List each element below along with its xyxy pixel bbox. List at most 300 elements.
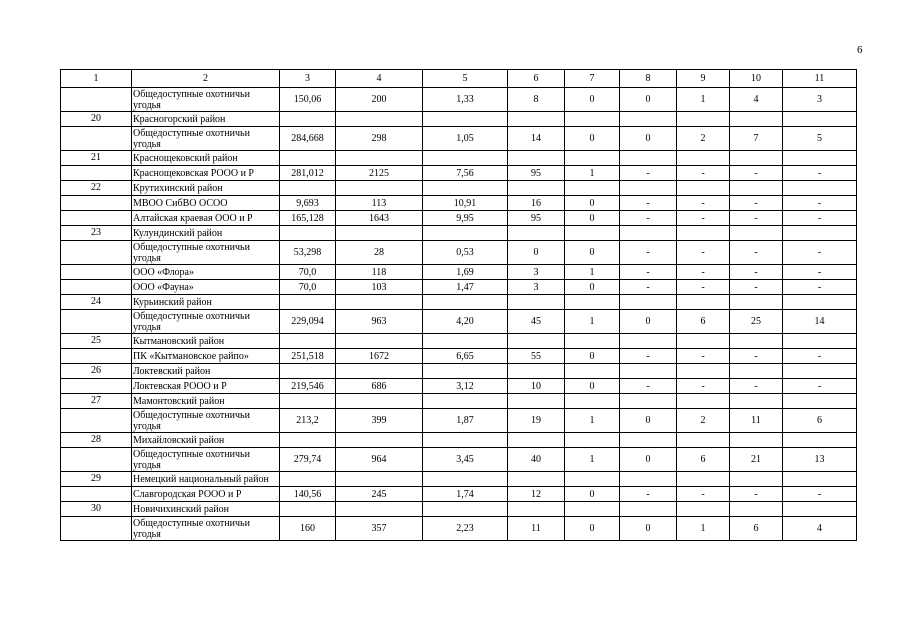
value-cell <box>280 151 336 166</box>
row-number <box>61 379 132 394</box>
value-cell: 3 <box>508 265 565 280</box>
value-cell: 1 <box>565 310 620 334</box>
value-cell <box>336 181 423 196</box>
value-cell: 281,012 <box>280 166 336 181</box>
value-cell <box>565 226 620 241</box>
entity-name: Общедоступные охотничьи угодья <box>132 409 280 433</box>
value-cell: 0 <box>620 448 677 472</box>
row-number: 23 <box>61 226 132 241</box>
value-cell <box>565 181 620 196</box>
value-cell: - <box>620 487 677 502</box>
row-number: 30 <box>61 502 132 517</box>
value-cell: 284,668 <box>280 127 336 151</box>
value-cell <box>730 181 783 196</box>
entity-name: Алтайская краевая ООО и Р <box>132 211 280 226</box>
value-cell: 399 <box>336 409 423 433</box>
value-cell <box>620 295 677 310</box>
value-cell: 279,74 <box>280 448 336 472</box>
value-cell <box>677 433 730 448</box>
value-cell: 6 <box>677 310 730 334</box>
value-cell: 964 <box>336 448 423 472</box>
district-name: Мамонтовский район <box>132 394 280 409</box>
value-cell <box>423 433 508 448</box>
value-cell: 53,298 <box>280 241 336 265</box>
value-cell: - <box>730 487 783 502</box>
value-cell: 70,0 <box>280 265 336 280</box>
value-cell <box>565 472 620 487</box>
table-row <box>61 166 857 181</box>
value-cell <box>620 334 677 349</box>
value-cell: 686 <box>336 379 423 394</box>
value-cell <box>280 433 336 448</box>
value-cell: - <box>620 241 677 265</box>
entity-name: ООО «Фауна» <box>132 280 280 295</box>
value-cell: 1 <box>565 265 620 280</box>
district-name: Краснощековский район <box>132 151 280 166</box>
value-cell: 0 <box>620 310 677 334</box>
entity-name: Общедоступные охотничьи угодья <box>132 517 280 541</box>
district-row <box>61 226 857 241</box>
value-cell <box>730 295 783 310</box>
value-cell: 0 <box>620 127 677 151</box>
district-row <box>61 151 857 166</box>
value-cell: 0 <box>620 88 677 112</box>
row-number <box>61 265 132 280</box>
value-cell: 21 <box>730 448 783 472</box>
table-row <box>61 241 857 265</box>
value-cell <box>423 226 508 241</box>
value-cell <box>508 364 565 379</box>
value-cell <box>565 364 620 379</box>
value-cell <box>620 433 677 448</box>
value-cell: 8 <box>508 88 565 112</box>
value-cell <box>508 181 565 196</box>
value-cell <box>677 181 730 196</box>
value-cell: 28 <box>336 241 423 265</box>
value-cell <box>730 112 783 127</box>
district-name: Немецкий национальный район <box>132 472 280 487</box>
value-cell: 2 <box>677 127 730 151</box>
value-cell <box>280 394 336 409</box>
value-cell <box>280 112 336 127</box>
value-cell: 0 <box>565 349 620 364</box>
value-cell <box>730 226 783 241</box>
entity-name: Общедоступные охотничьи угодья <box>132 310 280 334</box>
value-cell <box>783 151 857 166</box>
value-cell <box>423 334 508 349</box>
value-cell <box>423 295 508 310</box>
value-cell: 6 <box>783 409 857 433</box>
value-cell: 1,47 <box>423 280 508 295</box>
value-cell: 0 <box>565 88 620 112</box>
value-cell: 3 <box>508 280 565 295</box>
value-cell: 0 <box>565 487 620 502</box>
value-cell: 70,0 <box>280 280 336 295</box>
table-row <box>61 487 857 502</box>
table-row <box>61 448 857 472</box>
row-number <box>61 241 132 265</box>
row-number: 28 <box>61 433 132 448</box>
header-cell: 7 <box>565 70 620 88</box>
value-cell <box>783 364 857 379</box>
value-cell: 1,74 <box>423 487 508 502</box>
value-cell <box>508 151 565 166</box>
value-cell: - <box>783 379 857 394</box>
district-row <box>61 472 857 487</box>
value-cell <box>677 295 730 310</box>
value-cell: 25 <box>730 310 783 334</box>
value-cell <box>280 364 336 379</box>
value-cell <box>508 334 565 349</box>
value-cell: 1643 <box>336 211 423 226</box>
value-cell <box>783 226 857 241</box>
value-cell: 11 <box>730 409 783 433</box>
district-name: Михайловский район <box>132 433 280 448</box>
table-row <box>61 280 857 295</box>
entity-name: Краснощековская РООО и Р <box>132 166 280 181</box>
value-cell <box>677 364 730 379</box>
value-cell: 0 <box>565 241 620 265</box>
table-row <box>61 409 857 433</box>
value-cell <box>783 295 857 310</box>
value-cell: 1 <box>565 166 620 181</box>
value-cell: 13 <box>783 448 857 472</box>
value-cell <box>620 151 677 166</box>
value-cell: - <box>730 265 783 280</box>
value-cell: 229,094 <box>280 310 336 334</box>
value-cell <box>336 295 423 310</box>
value-cell <box>423 364 508 379</box>
value-cell <box>677 472 730 487</box>
value-cell <box>508 226 565 241</box>
value-cell <box>677 151 730 166</box>
value-cell: 245 <box>336 487 423 502</box>
value-cell <box>783 472 857 487</box>
value-cell: 6 <box>730 517 783 541</box>
value-cell: 0 <box>565 517 620 541</box>
header-cell: 8 <box>620 70 677 88</box>
row-number: 20 <box>61 112 132 127</box>
value-cell: 3 <box>783 88 857 112</box>
table-row <box>61 88 857 112</box>
district-name: Новичихинский район <box>132 502 280 517</box>
entity-name: ООО «Флора» <box>132 265 280 280</box>
value-cell: 19 <box>508 409 565 433</box>
value-cell: 1 <box>565 409 620 433</box>
header-cell: 11 <box>783 70 857 88</box>
value-cell: - <box>620 211 677 226</box>
header-cell: 10 <box>730 70 783 88</box>
value-cell <box>280 334 336 349</box>
value-cell <box>677 334 730 349</box>
value-cell: - <box>783 487 857 502</box>
row-number: 26 <box>61 364 132 379</box>
district-row <box>61 394 857 409</box>
value-cell: 0 <box>620 409 677 433</box>
value-cell <box>280 472 336 487</box>
value-cell: 0 <box>565 379 620 394</box>
value-cell: - <box>677 265 730 280</box>
value-cell: - <box>730 241 783 265</box>
header-cell: 5 <box>423 70 508 88</box>
value-cell: 9,693 <box>280 196 336 211</box>
value-cell: 298 <box>336 127 423 151</box>
value-cell: - <box>783 349 857 364</box>
value-cell: 11 <box>508 517 565 541</box>
value-cell: 9,95 <box>423 211 508 226</box>
row-number <box>61 196 132 211</box>
value-cell <box>730 364 783 379</box>
value-cell <box>783 334 857 349</box>
value-cell: 1 <box>677 517 730 541</box>
data-table <box>60 69 857 541</box>
value-cell <box>508 472 565 487</box>
district-name: Курьинский район <box>132 295 280 310</box>
value-cell: 7,56 <box>423 166 508 181</box>
value-cell: - <box>677 211 730 226</box>
header-row <box>61 70 857 88</box>
value-cell: 10,91 <box>423 196 508 211</box>
value-cell: 0 <box>620 517 677 541</box>
value-cell <box>280 181 336 196</box>
row-number <box>61 211 132 226</box>
value-cell: 3,45 <box>423 448 508 472</box>
header-cell: 3 <box>280 70 336 88</box>
value-cell <box>508 502 565 517</box>
value-cell: 10 <box>508 379 565 394</box>
value-cell: 1 <box>677 88 730 112</box>
value-cell: 219,546 <box>280 379 336 394</box>
value-cell: 3,12 <box>423 379 508 394</box>
value-cell: 113 <box>336 196 423 211</box>
value-cell: 1672 <box>336 349 423 364</box>
value-cell: 0,53 <box>423 241 508 265</box>
value-cell: - <box>620 349 677 364</box>
table-row <box>61 349 857 364</box>
value-cell <box>280 295 336 310</box>
value-cell <box>565 433 620 448</box>
value-cell: 1,05 <box>423 127 508 151</box>
value-cell <box>565 334 620 349</box>
value-cell: 213,2 <box>280 409 336 433</box>
district-row <box>61 181 857 196</box>
value-cell: 963 <box>336 310 423 334</box>
value-cell: - <box>620 265 677 280</box>
entity-name: Локтевская РООО и Р <box>132 379 280 394</box>
value-cell <box>508 394 565 409</box>
value-cell: 1,87 <box>423 409 508 433</box>
value-cell <box>565 112 620 127</box>
district-name: Крутихинский район <box>132 181 280 196</box>
value-cell: 0 <box>565 196 620 211</box>
value-cell <box>280 502 336 517</box>
value-cell: - <box>730 379 783 394</box>
value-cell: - <box>677 349 730 364</box>
table-row <box>61 265 857 280</box>
value-cell: 0 <box>508 241 565 265</box>
district-name: Локтевский район <box>132 364 280 379</box>
row-number: 22 <box>61 181 132 196</box>
value-cell <box>783 112 857 127</box>
value-cell: 14 <box>783 310 857 334</box>
table-row <box>61 310 857 334</box>
value-cell <box>783 502 857 517</box>
entity-name: ПК «Кытмановское райпо» <box>132 349 280 364</box>
value-cell: 12 <box>508 487 565 502</box>
row-number <box>61 349 132 364</box>
value-cell: - <box>783 280 857 295</box>
value-cell <box>336 226 423 241</box>
value-cell: 2 <box>677 409 730 433</box>
entity-name: Общедоступные охотничьи угодья <box>132 88 280 112</box>
value-cell <box>336 472 423 487</box>
value-cell: 14 <box>508 127 565 151</box>
value-cell: 16 <box>508 196 565 211</box>
value-cell: 1,69 <box>423 265 508 280</box>
value-cell: 1 <box>565 448 620 472</box>
row-number <box>61 310 132 334</box>
value-cell: - <box>783 265 857 280</box>
value-cell: - <box>783 241 857 265</box>
value-cell <box>336 394 423 409</box>
value-cell <box>423 151 508 166</box>
value-cell: - <box>677 379 730 394</box>
row-number <box>61 88 132 112</box>
value-cell: - <box>730 211 783 226</box>
value-cell: 5 <box>783 127 857 151</box>
district-row <box>61 334 857 349</box>
value-cell: 140,56 <box>280 487 336 502</box>
value-cell <box>508 295 565 310</box>
entity-name: Общедоступные охотничьи угодья <box>132 241 280 265</box>
entity-name: Славгородская РООО и Р <box>132 487 280 502</box>
district-row <box>61 364 857 379</box>
table-row <box>61 211 857 226</box>
value-cell <box>423 472 508 487</box>
value-cell <box>336 502 423 517</box>
header-cell: 2 <box>132 70 280 88</box>
header-cell: 4 <box>336 70 423 88</box>
value-cell: 0 <box>565 280 620 295</box>
value-cell <box>336 364 423 379</box>
entity-name: Общедоступные охотничьи угодья <box>132 127 280 151</box>
value-cell: 4,20 <box>423 310 508 334</box>
value-cell: 118 <box>336 265 423 280</box>
value-cell: 1,33 <box>423 88 508 112</box>
value-cell: - <box>783 196 857 211</box>
value-cell <box>336 151 423 166</box>
value-cell <box>423 181 508 196</box>
value-cell: - <box>730 349 783 364</box>
value-cell: - <box>783 211 857 226</box>
table-row <box>61 127 857 151</box>
value-cell: 2,23 <box>423 517 508 541</box>
value-cell <box>620 226 677 241</box>
value-cell <box>565 151 620 166</box>
row-number <box>61 517 132 541</box>
row-number <box>61 127 132 151</box>
value-cell <box>783 433 857 448</box>
value-cell: 4 <box>730 88 783 112</box>
value-cell: 357 <box>336 517 423 541</box>
value-cell: 95 <box>508 211 565 226</box>
table-row <box>61 517 857 541</box>
table-row <box>61 196 857 211</box>
row-number: 29 <box>61 472 132 487</box>
value-cell: - <box>677 166 730 181</box>
page-number: 6 <box>857 44 863 56</box>
value-cell <box>508 433 565 448</box>
value-cell <box>620 112 677 127</box>
header-cell: 9 <box>677 70 730 88</box>
value-cell <box>730 502 783 517</box>
row-number: 24 <box>61 295 132 310</box>
value-cell: 103 <box>336 280 423 295</box>
value-cell: - <box>620 196 677 211</box>
value-cell: 165,128 <box>280 211 336 226</box>
value-cell <box>620 472 677 487</box>
value-cell: 4 <box>783 517 857 541</box>
value-cell: 0 <box>565 211 620 226</box>
value-cell <box>620 394 677 409</box>
value-cell <box>565 502 620 517</box>
value-cell: 150,06 <box>280 88 336 112</box>
row-number <box>61 166 132 181</box>
value-cell <box>423 112 508 127</box>
value-cell: - <box>677 280 730 295</box>
row-number: 27 <box>61 394 132 409</box>
district-row <box>61 295 857 310</box>
value-cell <box>677 502 730 517</box>
district-name: Кытмановский район <box>132 334 280 349</box>
value-cell: 200 <box>336 88 423 112</box>
value-cell: - <box>730 166 783 181</box>
value-cell <box>677 112 730 127</box>
value-cell: 6 <box>677 448 730 472</box>
value-cell: 95 <box>508 166 565 181</box>
value-cell <box>620 502 677 517</box>
table-row <box>61 379 857 394</box>
value-cell: - <box>677 487 730 502</box>
entity-name: Общедоступные охотничьи угодья <box>132 448 280 472</box>
value-cell: 0 <box>565 127 620 151</box>
value-cell <box>620 364 677 379</box>
value-cell: 45 <box>508 310 565 334</box>
district-name: Кулундинский район <box>132 226 280 241</box>
value-cell <box>677 226 730 241</box>
value-cell <box>677 394 730 409</box>
value-cell <box>783 394 857 409</box>
value-cell <box>730 334 783 349</box>
value-cell <box>730 472 783 487</box>
value-cell: - <box>730 196 783 211</box>
district-row <box>61 502 857 517</box>
value-cell: 7 <box>730 127 783 151</box>
value-cell: - <box>730 280 783 295</box>
value-cell: 40 <box>508 448 565 472</box>
value-cell <box>423 394 508 409</box>
value-cell: 6,65 <box>423 349 508 364</box>
row-number: 21 <box>61 151 132 166</box>
value-cell: - <box>677 241 730 265</box>
header-cell: 6 <box>508 70 565 88</box>
value-cell <box>730 394 783 409</box>
value-cell <box>423 502 508 517</box>
value-cell <box>508 112 565 127</box>
row-number <box>61 280 132 295</box>
header-cell: 1 <box>61 70 132 88</box>
value-cell <box>280 226 336 241</box>
